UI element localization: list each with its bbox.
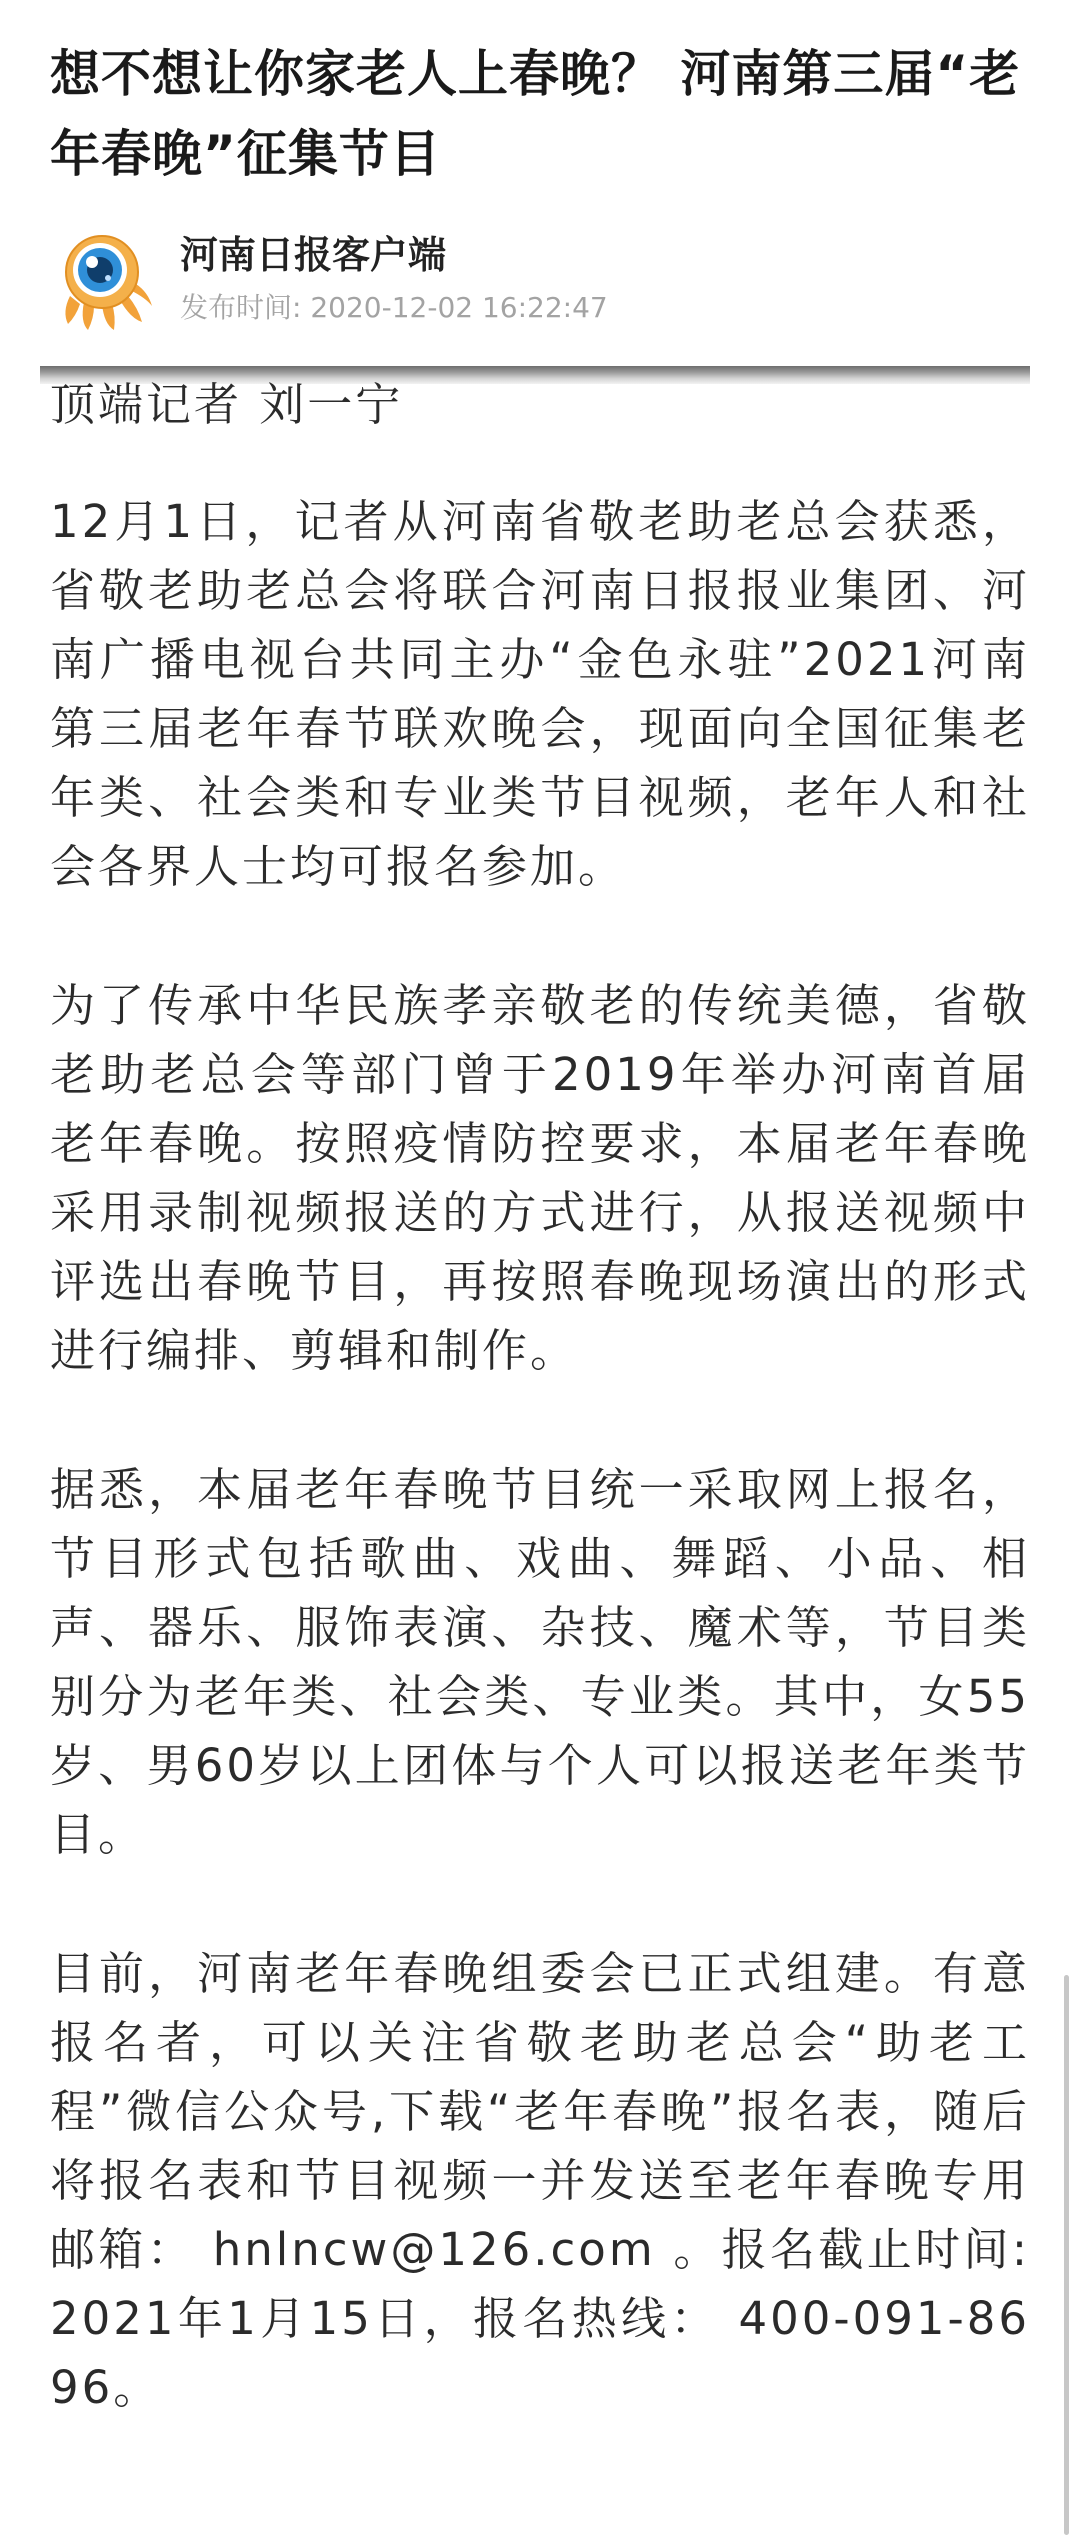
publish-datetime: 2020-12-02 16:22:47 — [310, 291, 608, 324]
octopus-mascot-icon[interactable] — [58, 232, 154, 332]
publish-time — [180, 288, 608, 328]
scrollbar[interactable] — [1064, 1975, 1069, 2535]
paragraph: 为了传承中华民族孝亲敬老的传统美德，省敬老助老总会等部门曾于2019年举办河南首届老年春晚。按照疫情防控要求，本届老年春晚采用录制视频报送的方式进行，从报送视频中评选出春晚节目，再按照春晚现场演出的形式进行编排、剪辑和制作。 — [50, 979, 1030, 1377]
byline: 顶端记者 刘一宁 — [50, 378, 404, 431]
paragraph: 目前，河南老年春晚组委会已正式组建。有意报名者，可以关注省敬老助老总会“助老工程”微信公众号,下载“老年春晚”报名表，随后将报名表和节目视频一并发送至老年春晚专用邮箱： hnlncw@126.com 。报名截止时间:2021年1月15日，报名热线： 400-091-8696。 — [50, 1947, 1030, 2414]
article-body — [50, 370, 1030, 2492]
source-info[interactable] — [50, 218, 1030, 338]
publish-label: 发布时间: — [180, 291, 302, 324]
paragraph: 12月1日，记者从河南省敬老助老总会获悉，省敬老助老总会将联合河南日报报业集团、河南广播电视台共同主办“金色永驻”2021河南第三届老年春节联欢晚会，现面向全国征集老年类、社会类和专业类节目视频，老年人和社会各界人士均可报名参加。 — [50, 495, 1030, 893]
article-title: 想不想让你家老人上春晚？ 河南第三届“老年春晚”征集节目 — [50, 45, 1021, 183]
paragraph: 据悉，本届老年春晚节目统一采取网上报名，节目形式包括歌曲、戏曲、舞蹈、小品、相声、器乐、服饰表演、杂技、魔术等，节目类别分为老年类、社会类、专业类。其中，女55岁、男60岁以上团体与个人可以报送老年类节目。 — [50, 1463, 1030, 1861]
source-name[interactable]: 河南日报客户端 — [180, 233, 447, 277]
